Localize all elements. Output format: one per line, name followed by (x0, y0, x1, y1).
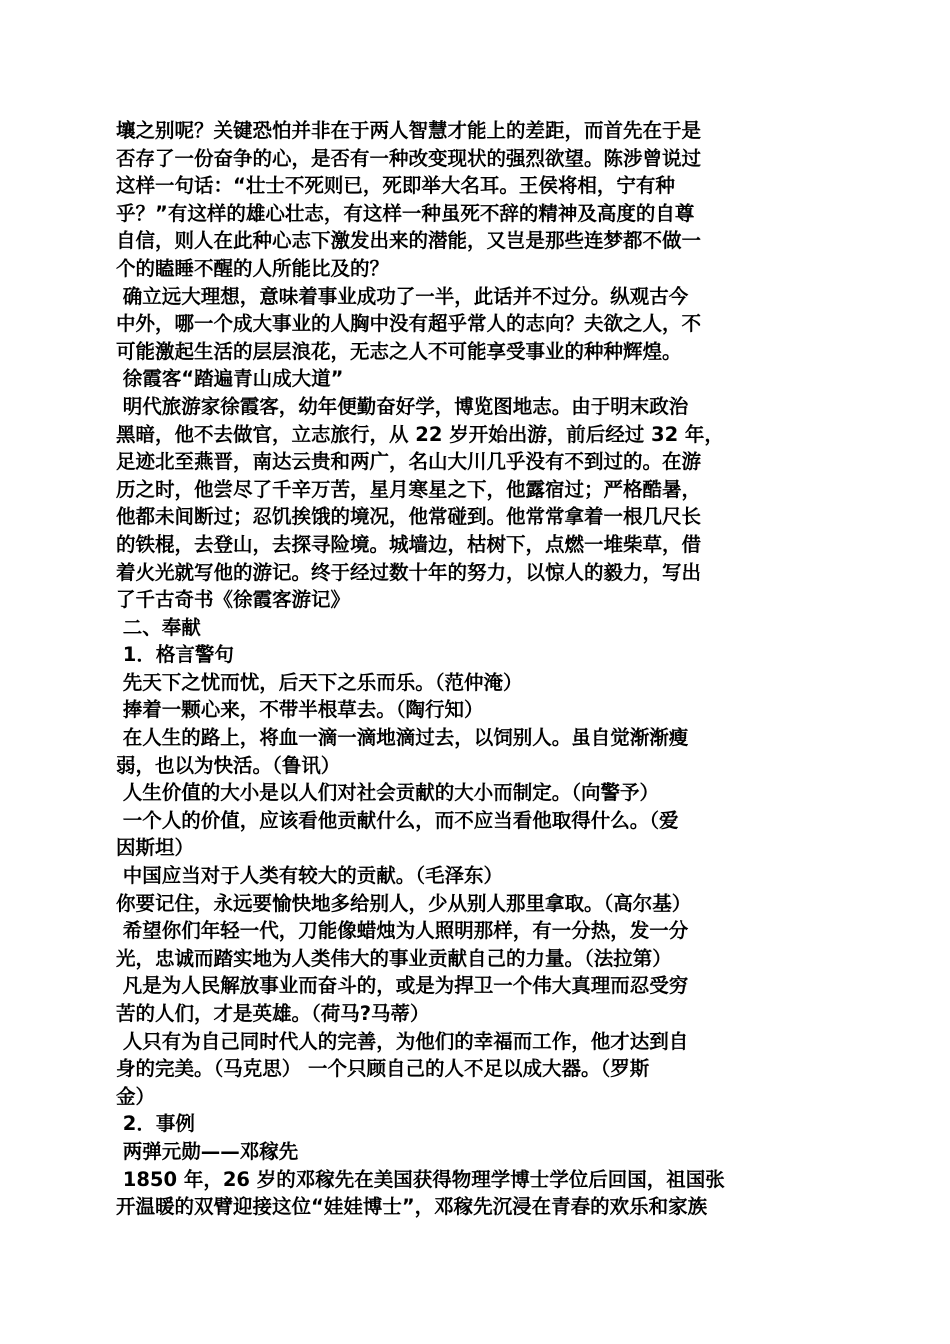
text-line: 中外，哪一个成大事业的人胸中没有超乎常人的志向？夫欲之人，不 (116, 312, 702, 336)
text-line: 个的瞌睡不醒的人所能比及的？ (116, 256, 390, 280)
text-line: 可能激起生活的层层浪花，无志之人不可能享受事业的种种辉煌。 (116, 339, 682, 363)
text-line: 你要记住，永远要愉快地多给别人，少从别人那里拿取。（高尔基） (116, 891, 692, 915)
text-line: 足迹北至燕晋，南达云贵和两广，名山大川几乎没有不到过的。在游 (116, 450, 702, 474)
text-line: 光，忠诚而踏实地为人类伟大的事业贡献自己的力量。（法拉第） (116, 946, 672, 970)
text-line: 两弹元勋——邓稼先 (116, 1139, 299, 1163)
text-line: 黑暗，他不去做官，立志旅行，从 22 岁开始出游，前后经过 32 年， (116, 422, 724, 446)
text-line: 身的完美。（马克思） 一个只顾自己的人不足以成大器。（罗斯 (116, 1057, 650, 1081)
text-line: 弱，也以为快活。（鲁讯） (116, 753, 341, 777)
text-line: 明代旅游家徐霞客，幼年便勤奋好学，博览图地志。由于明末政治 (116, 394, 689, 418)
text-line: 了千古奇书《徐霞客游记》 (116, 588, 351, 612)
text-line: 人只有为自己同时代人的完善，为他们的幸福而工作，他才达到自 (116, 1029, 689, 1053)
text-line: 一个人的价值，应该看他贡献什么，而不应当看他取得什么。（爱 (116, 808, 679, 832)
text-line: 开温暖的双臂迎接这位“娃娃博士”，邓稼先沉浸在青春的欢乐和家族 (116, 1195, 708, 1219)
text-line: 这样一句话：“壮士不死则已，死即举大名耳。王侯将相，宁有种 (116, 174, 675, 198)
text-line: 自信，则人在此种心志下激发出来的潜能，又岂是那些连梦都不做一 (116, 229, 702, 253)
text-line: 徐霞客“踏遍青山成大道” (116, 367, 344, 391)
document-page (116, 117, 838, 1221)
text-line: 人生价值的大小是以人们对社会贡献的大小而制定。（向警予） (116, 781, 660, 805)
text-line: 在人生的路上，将血一滴一滴地滴过去，以饲别人。虽自觉渐渐瘦 (116, 726, 689, 750)
text-line: 壤之别呢？关键恐怕并非在于两人智慧才能上的差距，而首先在于是 (116, 119, 702, 142)
text-line: 2．事例 (116, 1112, 195, 1136)
text-line: 希望你们年轻一代，刀能像蜡烛为人照明那样，有一分热，发一分 (116, 919, 689, 943)
text-line: 捧着一颗心来，不带半根草去。（陶行知） (116, 698, 484, 722)
text-line: 着火光就写他的游记。终于经过数十年的努力，以惊人的毅力，写出 (116, 560, 702, 584)
text-line: 的铁棍，去登山，去探寻险境。城墙边，枯树下，点燃一堆柴草，借 (116, 532, 702, 556)
text-line: 中国应当对于人类有较大的贡献。（毛泽东） (116, 864, 504, 888)
text-line: 1．格言警句 (116, 643, 234, 667)
text-line: 凡是为人民解放事业而奋斗的，或是为捍卫一个伟大真理而忍受穷 (116, 974, 689, 998)
text-line: 金） (116, 1084, 156, 1108)
text-line: 1850 年，26 岁的邓稼先在美国获得物理学博士学位后回国，祖国张 (116, 1167, 725, 1191)
text-line: 先天下之忧而忧，后天下之乐而乐。（范仲淹） (116, 670, 523, 694)
text-line: 二、奉献 (116, 615, 201, 639)
text-line: 因斯坦） (116, 836, 195, 860)
text-line: 苦的人们，才是英雄。（荷马?马蒂） (116, 1002, 430, 1025)
text-line: 乎？”有这样的雄心壮志，有这样一种虽死不辞的精神及高度的自尊 (116, 201, 695, 225)
text-line: 确立远大理想，意味着事业成功了一半，此话并不过分。纵观古今 (116, 284, 689, 308)
text-line: 历之时，他尝尽了千辛万苦，星月寒星之下，他露宿过；严格酷暑， (116, 477, 702, 501)
text-line: 否存了一份奋争的心，是否有一种改变现状的强烈欲望。陈涉曾说过 (116, 146, 702, 170)
text-line: 他都未间断过；忍饥挨饿的境况，他常碰到。他常常拿着一根几尺长 (116, 505, 702, 529)
